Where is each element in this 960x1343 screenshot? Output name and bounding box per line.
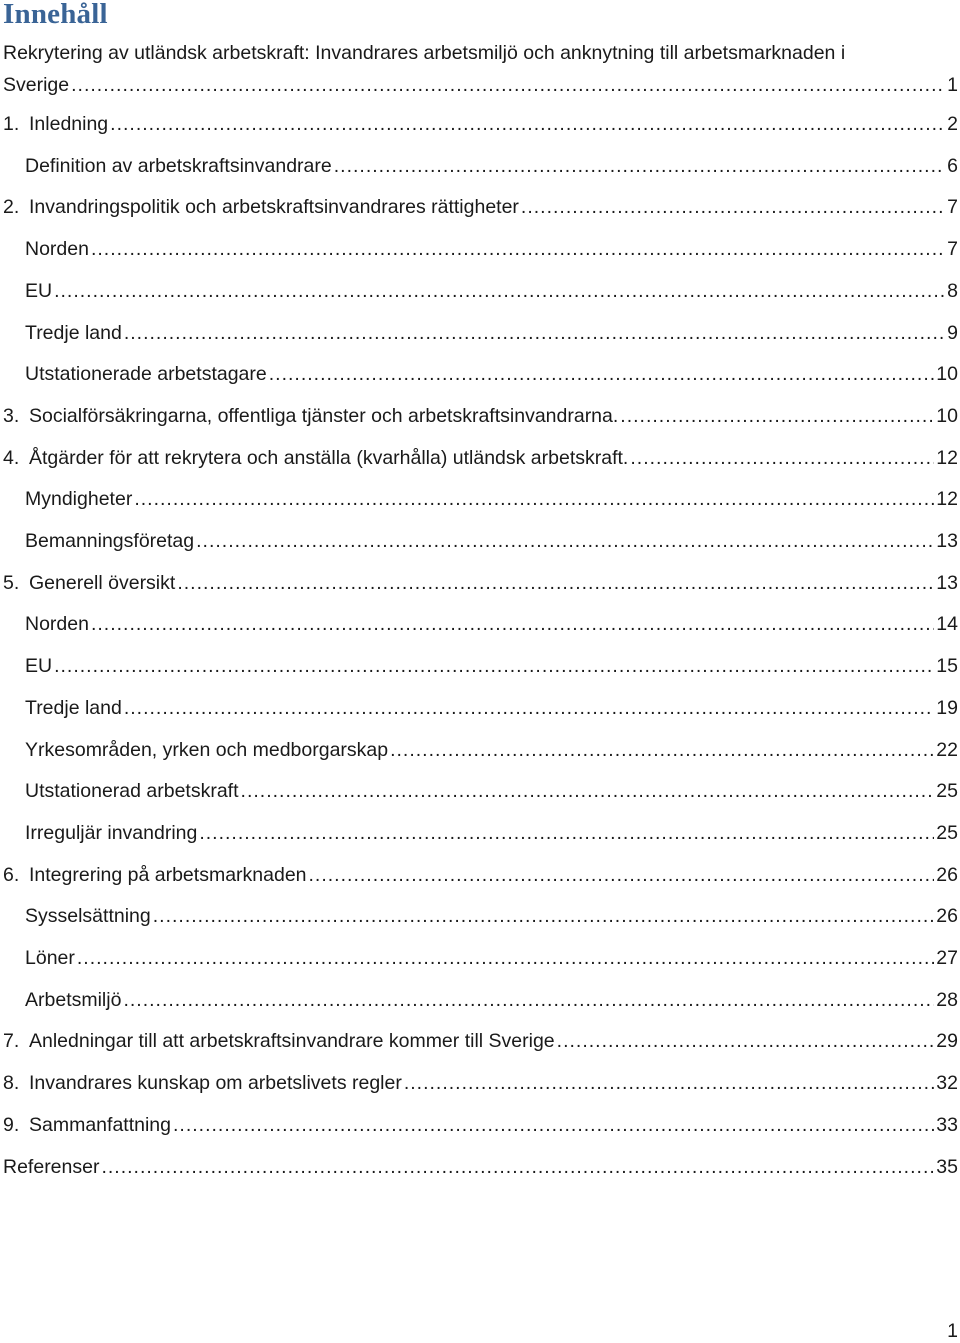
toc-entry-label: Norden (25, 613, 89, 636)
toc-entry-label: Utstationerad arbetskraft (25, 780, 239, 803)
toc-entry-label: Tredje land (25, 321, 122, 344)
dot-leader (521, 187, 945, 227)
toc-entry-page: 14 (936, 613, 958, 636)
toc-entry-page: 29 (936, 1030, 958, 1053)
toc-entry-page: 10 (936, 363, 958, 386)
dot-leader (557, 1021, 935, 1061)
toc-entry[interactable] (0, 187, 958, 227)
toc-entry-number: 5. (3, 571, 20, 594)
toc-entry-page: 12 (936, 488, 958, 511)
toc-entry[interactable] (0, 521, 958, 561)
toc-entry-number: 3. (3, 404, 20, 427)
toc-entry-label: Definition av arbetskraftsinvandrare (25, 154, 332, 177)
dot-leader (620, 396, 934, 436)
dot-leader (123, 980, 934, 1020)
toc-entry-label: Åtgärder för att rekrytera och anställa (kvarhålla) utländsk arbetskraft. (29, 446, 629, 469)
dot-leader (630, 438, 934, 478)
toc-entry-number: 7. (3, 1030, 20, 1053)
toc-entry-page: 32 (936, 1072, 958, 1095)
toc-entry-number: 4. (3, 446, 20, 469)
toc-entry-label: Anledningar till att arbetskraftsinvandrare kommer till Sverige (29, 1030, 555, 1053)
toc-entry[interactable] (0, 354, 958, 394)
dot-leader (334, 146, 945, 186)
toc-entry[interactable] (0, 146, 958, 186)
toc-entry-number: 2. (3, 196, 20, 219)
toc-entry-label: Yrkesområden, yrken och medborgarskap (25, 738, 389, 761)
dot-leader (241, 771, 935, 811)
dot-leader (196, 521, 934, 561)
toc-entry-label: Invandringspolitik och arbetskraftsinvandrares rättigheter (29, 196, 519, 219)
toc-entry-page: 6 (947, 154, 958, 177)
toc-entry-label: Integrering på arbetsmarknaden (29, 863, 307, 886)
dot-leader (91, 229, 945, 269)
dot-leader (110, 104, 945, 144)
toc-entry-page: 15 (936, 655, 958, 678)
toc-entry-page: 25 (936, 780, 958, 803)
toc-entry[interactable] (0, 980, 958, 1020)
toc-entry[interactable] (0, 896, 958, 936)
toc-entry[interactable] (0, 730, 958, 770)
toc-entry[interactable] (0, 1147, 958, 1187)
dot-leader (134, 479, 934, 519)
toc-entry-label: Referenser (3, 1155, 100, 1178)
toc-entry-label: Irreguljär invandring (25, 821, 198, 844)
toc-entry-label: Socialförsäkringarna, offentliga tjänster och arbetskraftsinvandrarna. (29, 404, 619, 427)
toc-entry-page: 26 (936, 905, 958, 928)
toc-entry-page: 7 (947, 196, 958, 219)
toc-entry-page: 26 (936, 863, 958, 886)
toc-entry-label: Utstationerade arbetstagare (25, 363, 267, 386)
dot-leader (173, 1105, 934, 1145)
toc-entry[interactable] (0, 229, 958, 269)
toc-entry[interactable] (0, 313, 958, 353)
toc-entry-page: 25 (936, 821, 958, 844)
toc-entry-intro-label-line2: Sverige (3, 74, 70, 96)
toc-entry-page: 35 (936, 1155, 958, 1178)
toc-entry[interactable] (0, 688, 958, 728)
toc-entry[interactable] (0, 271, 958, 311)
toc-entry-number: 1. (3, 113, 20, 135)
toc-entry-intro-page: 1 (947, 74, 958, 96)
toc-entry-label: Sammanfattning (29, 1113, 171, 1136)
toc-entry-label: Sysselsättning (25, 905, 151, 928)
toc-entry-page: 9 (947, 321, 958, 344)
toc-entry[interactable] (0, 1021, 958, 1061)
toc-entry-page: 28 (936, 988, 958, 1011)
dot-leader (199, 813, 934, 853)
dot-leader (91, 604, 934, 644)
dot-leader (390, 730, 934, 770)
toc-entry-label: Tredje land (25, 696, 122, 719)
toc-entry-label: EU (25, 655, 53, 678)
toc-entry[interactable] (0, 646, 958, 686)
dot-leader (101, 1147, 934, 1187)
toc-entry-page: 22 (936, 738, 958, 761)
dot-leader (54, 271, 945, 311)
dot-leader (54, 646, 934, 686)
dot-leader (124, 313, 945, 353)
toc-entry[interactable] (0, 1105, 958, 1145)
toc-entry-label: Inledning (29, 113, 109, 135)
toc-entry-label: Bemanningsföretag (25, 530, 195, 552)
toc-entry-page: 2 (947, 113, 958, 135)
toc-entry-page: 27 (936, 947, 958, 969)
toc-entry[interactable] (0, 813, 958, 853)
toc-entry-label: EU (25, 279, 53, 302)
toc-entry[interactable] (0, 771, 958, 811)
toc-entry-label: Arbetsmiljö (25, 988, 122, 1011)
toc-entry-label: Myndigheter (25, 488, 133, 511)
dot-leader (153, 896, 935, 936)
toc-entry-intro-label-line1: Rekrytering av utländsk arbetskraft: Invandrares arbetsmiljö och anknytning till arbetsmarknaden i (3, 42, 846, 64)
toc-entry[interactable] (0, 604, 958, 644)
toc-entry[interactable] (0, 438, 958, 478)
dot-leader (71, 69, 945, 101)
dot-leader (269, 354, 935, 394)
toc-entry[interactable] (0, 855, 958, 895)
page-title: Innehåll (3, 0, 108, 30)
toc-entry-page: 13 (936, 530, 958, 552)
toc-entry-page: 12 (936, 446, 958, 469)
toc-entry[interactable] (0, 1063, 958, 1103)
toc-entry-page: 33 (936, 1113, 958, 1136)
toc-entry-page: 19 (936, 696, 958, 719)
toc-entry[interactable] (0, 938, 958, 978)
toc-entry-page: 8 (947, 279, 958, 302)
toc-entry[interactable] (0, 479, 958, 519)
toc-entry-number: 9. (3, 1113, 20, 1136)
toc-entry[interactable] (0, 396, 958, 436)
toc-entry-page: 10 (936, 404, 958, 427)
toc-entry-page: 13 (936, 571, 958, 594)
toc-entry[interactable] (0, 104, 958, 144)
dot-leader (124, 688, 934, 728)
footer-page-number: 1 (947, 1320, 958, 1342)
toc-entry-label: Norden (25, 238, 89, 261)
toc-entry-label: Löner (25, 947, 75, 969)
dot-leader (177, 563, 934, 603)
dot-leader (404, 1063, 934, 1103)
toc-entry-number: 6. (3, 863, 20, 886)
toc-entry-page: 7 (947, 238, 958, 261)
toc-entry[interactable] (0, 563, 958, 603)
toc-entry-number: 8. (3, 1072, 20, 1095)
toc-entry-label: Invandrares kunskap om arbetslivets regler (29, 1072, 402, 1095)
dot-leader (309, 855, 935, 895)
toc-entry-intro[interactable] (3, 37, 958, 101)
toc-entry-label: Generell översikt (29, 571, 176, 594)
dot-leader (77, 938, 934, 978)
